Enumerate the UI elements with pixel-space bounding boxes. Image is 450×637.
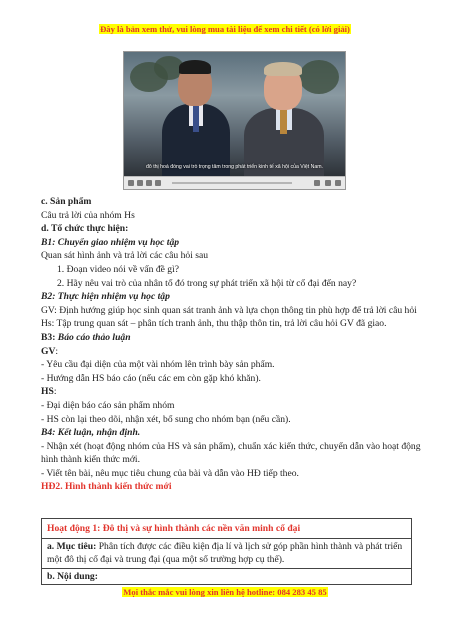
settings-icon[interactable] xyxy=(325,180,331,186)
seek-bar[interactable] xyxy=(172,182,292,184)
hotline-notice: Mọi thắc mắc vui lòng xin liên hệ hotline: 084 283 45 85 xyxy=(123,587,327,597)
activity-table xyxy=(41,518,412,585)
volume-icon[interactable] xyxy=(314,180,320,186)
step4-item: - Viết tên bài, nêu mục tiêu chung của bài và dẫn vào HĐ tiếp theo. xyxy=(41,467,299,479)
previous-icon[interactable] xyxy=(146,180,152,186)
step2-student-text: Hs: Tập trung quan sát – phân tích tranh ảnh, thu thập thôn tin, trả lời câu hỏi GV đã giao. xyxy=(41,318,387,330)
teacher-label: GV: xyxy=(41,345,59,357)
teacher-item: - Yêu cầu đại diện của một vài nhóm lên trình bày sản phẩm. xyxy=(41,359,275,371)
video-controls[interactable] xyxy=(124,176,345,190)
video-player[interactable] xyxy=(123,51,346,190)
video-caption: đô thị hoá đóng vai trò trọng tâm trong phát triển kinh tế xã hội của Việt Nam. xyxy=(146,164,323,170)
activity-title: Hoạt động 1: Đô thị và sự hình thành các nền văn minh cổ đại xyxy=(42,519,411,539)
section-c-text: Câu trả lời của nhóm Hs xyxy=(41,209,135,221)
step2-heading: B2: Thực hiện nhiệm vụ học tập xyxy=(41,291,170,303)
lesson-content xyxy=(41,195,431,494)
student-item: - Đại diện báo cáo sản phẩm nhóm xyxy=(41,399,175,411)
step1-text: Quan sát hình ảnh và trả lời các câu hỏi sau xyxy=(41,250,209,262)
question-item: 1. Đoạn video nói về vấn đề gì? xyxy=(57,263,180,275)
step4-item: - Nhận xét (hoạt động nhóm của HS và sản phẩm), chuẩn xác kiến thức, chuyển dẫn vào hoạt động hình thành kiến thức mới. xyxy=(41,440,421,466)
question-item: 2. Hãy nêu vai trò của nhân tố đó trong sự phát triển xã hội từ cổ đại đến nay? xyxy=(57,277,357,289)
preview-notice: Đây là bản xem thử, vui lòng mua tài liệu để xem chi tiết (có lời giải) xyxy=(100,24,350,34)
section-c-heading: c. Sản phẩm xyxy=(41,196,92,207)
student-label: HS: xyxy=(41,386,57,398)
next-icon[interactable] xyxy=(155,180,161,186)
play-icon[interactable] xyxy=(128,180,134,186)
hd2-heading: HĐ2. Hình thành kiến thức mới xyxy=(41,481,172,493)
stop-icon[interactable] xyxy=(137,180,143,186)
video-frame xyxy=(124,52,345,176)
activity-content-label: b. Nội dung: xyxy=(47,570,98,582)
teacher-item: - Hướng dẫn HS báo cáo (nếu các em còn gặp khó khăn). xyxy=(41,372,261,384)
student-item: - HS còn lại theo dõi, nhận xét, bổ sung cho nhóm bạn (nếu cần). xyxy=(41,413,291,425)
step2-teacher-text: GV: Định hướng giúp học sinh quan sát tranh ảnh và lựa chọn thông tin phù hợp để trả lời câu hỏi xyxy=(41,304,417,316)
activity-objective: a. Mục tiêu: Phân tích được các điều kiện địa lí và lịch sử góp phần hình thành và phát triển một đô thị cổ đại và trung đại (qua một số trường hợp cụ thể). xyxy=(42,539,411,568)
fullscreen-icon[interactable] xyxy=(335,180,341,186)
step4-heading: B4: Kết luận, nhận định. xyxy=(41,427,141,439)
section-d-heading: d. Tổ chức thực hiện: xyxy=(41,223,129,235)
step3-heading: B3: Báo cáo thảo luận xyxy=(41,331,131,343)
step1-heading: B1: Chuyển giao nhiệm vụ học tập xyxy=(41,236,180,248)
